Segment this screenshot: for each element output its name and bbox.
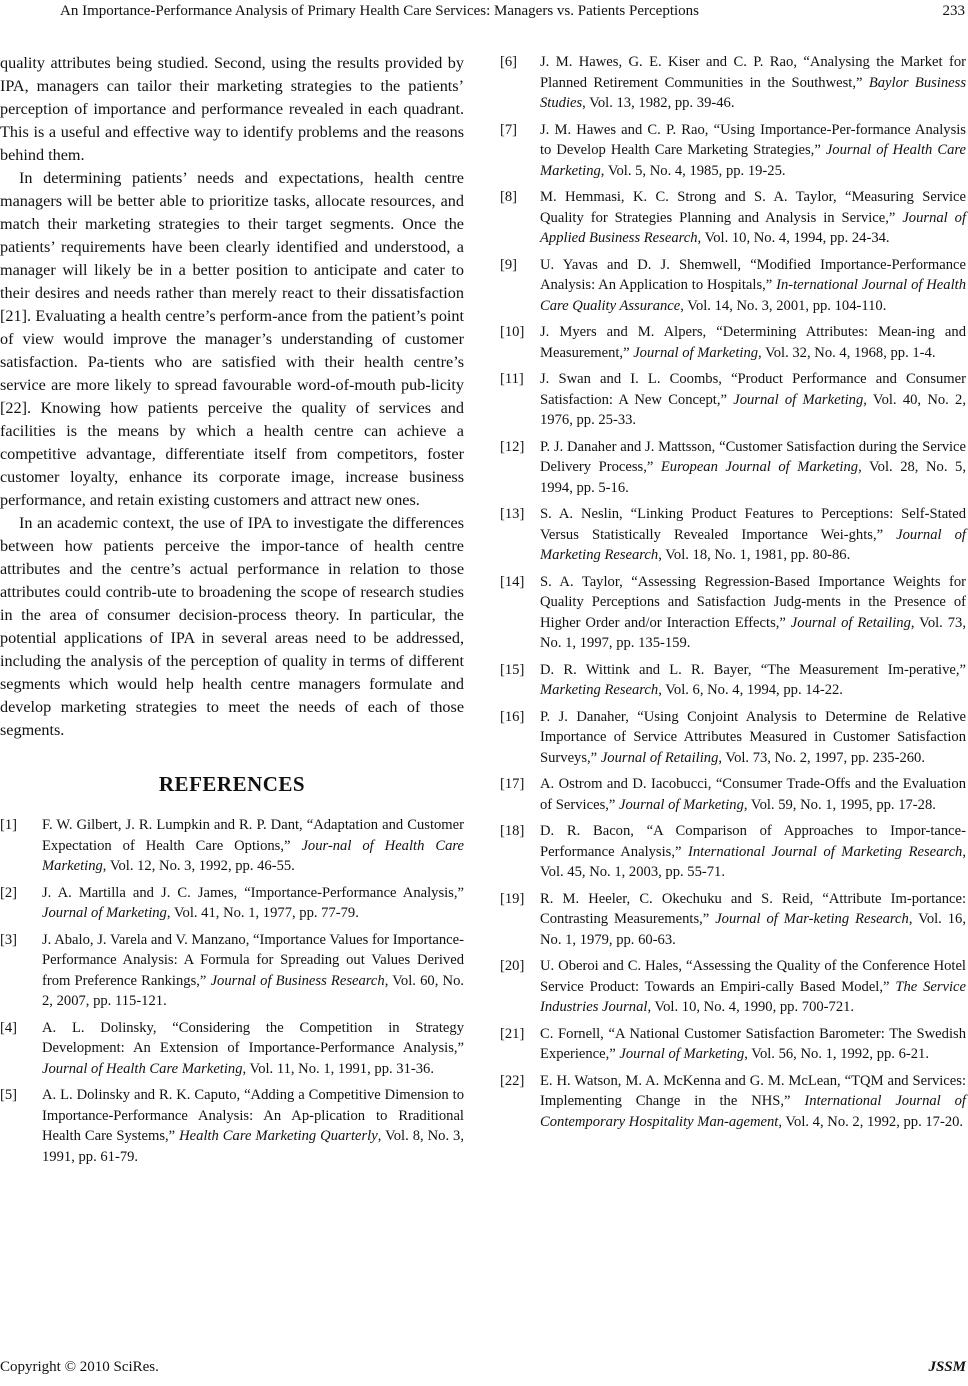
reference-item [500,1024,966,1065]
reference-journal: Jour-nal of Health Care Marketing [42,837,464,874]
reference-journal: Journal of Business Research [210,972,385,989]
reference-item [500,1071,966,1133]
reference-number: [21] [500,1025,525,1042]
reference-journal: European Journal of Marketing [660,459,859,475]
reference-text: A. L. Dolinsky, “Considering the Competition in Strategy Development: An Extension of Importance-Performance Analysis,” [42,1019,464,1056]
reference-details: , Vol. 4, No. 2, 1992, pp. 17-20. [778,1113,964,1130]
reference-text: D. R. Wittink and L. R. Bayer, “The Measurement Im-perative,” [540,661,966,678]
copyright-notice: Copyright © 2010 SciRes. [0,1359,159,1375]
page-number: 233 [942,3,965,19]
reference-text: E. H. Watson, M. A. McKenna and G. M. McLean, “TQM and Services: Implementing Change in the NHS,” [540,1072,966,1109]
reference-number: [7] [500,121,518,138]
reference-details: , Vol. 56, No. 1, 1992, pp. 6-21. [744,1046,929,1062]
reference-item [500,255,966,317]
reference-details: , Vol. 59, No. 1, 1995, pp. 17-28. [743,796,936,813]
reference-item [0,883,464,924]
reference-details: , Vol. 14, No. 3, 2001, pp. 104-110. [680,297,887,314]
reference-details: , Vol. 18, No. 1, 1981, pp. 80-86. [658,547,851,563]
reference-journal: Journal of Retailing [790,614,911,631]
right-column [500,52,966,1138]
reference-text: S. A. Neslin, “Linking Product Features to Perceptions: Self-Stated Versus Statistically Revealed Importance Wei-ghts,” [540,506,966,543]
reference-journal: Journal of Health Care Marketing [42,1060,243,1077]
reference-number: [5] [0,1087,18,1103]
reference-journal: Journal of Marketing [733,391,864,408]
reference-list-left [0,815,464,1167]
reference-text: C. Fornell, “A National Customer Satisfaction Barometer: The Swedish Experience,” [540,1025,966,1062]
reference-text: U. Yavas and D. J. Shemwell, “Modified Importance-Performance Analysis: An Application to Hospitals,” [540,256,966,293]
reference-item [500,774,966,815]
page-footer [0,1356,966,1378]
reference-details: , Vol. 6, No. 4, 1994, pp. 14-22. [658,682,843,698]
reference-details: , Vol. 73, No. 1, 1997, pp. 135-159. [540,614,966,651]
reference-details: , Vol. 41, No. 1, 1977, pp. 77-79. [166,905,359,921]
reference-journal: The Service Industries Journal [540,978,967,1015]
journal-abbreviation: JSSM [928,1359,966,1375]
reference-text: J. Abalo, J. Varela and V. Manzano, “Importance Values for Importance-Performance Analysis: A Formula for Spreading out Values Derived from Preference Rankings,” [42,931,464,989]
reference-item [0,815,464,877]
left-column [0,52,464,1173]
reference-text: P. J. Danaher and J. Mattsson, “Customer Satisfaction during the Service Delivery Process,” [540,438,966,475]
running-title: An Importance-Performance Analysis of Primary Health Care Services: Managers vs. Patients Perceptions [60,3,699,19]
reference-item [0,1085,464,1167]
reference-number: [17] [500,776,525,792]
reference-details: , Vol. 28, No. 5, 1994, pp. 5-16. [540,459,966,496]
reference-details: , Vol. 11, No. 1, 1991, pp. 31-36. [242,1060,434,1077]
reference-item [500,660,966,701]
reference-text: M. Hemmasi, K. C. Strong and S. A. Taylor, “Measuring Service Quality for Strategies Planning and Analysis in Service,” [540,189,966,226]
reference-details: , Vol. 13, 1982, pp. 39-46. [582,95,735,111]
reference-number: [2] [0,884,18,901]
reference-item [500,369,966,431]
reference-number: [1] [0,817,18,833]
reference-journal: Journal of Applied Business Research [540,209,966,246]
reference-journal: Journal of Mar-keting Research [715,911,909,927]
reference-list-right [500,52,966,1132]
reference-journal: Journal of Marketing [633,344,759,361]
reference-item [500,120,966,182]
reference-item [500,52,966,114]
reference-text: J. M. Hawes, G. E. Kiser and C. P. Rao, “Analysing the Market for Planned Retirement Communities in the Southwest,” [540,54,966,91]
reference-text: R. M. Heeler, C. Okechuku and S. Reid, “Attribute Im-portance: Contrasting Measurements,” [540,890,966,927]
reference-item [500,437,966,499]
reference-number: [22] [500,1072,525,1089]
reference-item [500,187,966,249]
reference-item [500,821,966,883]
reference-journal: Marketing Research [540,682,659,698]
reference-journal: Journal of Marketing [42,905,167,921]
reference-number: [15] [500,661,525,678]
reference-number: [3] [0,931,18,948]
reference-number: [12] [500,438,525,455]
reference-number: [11] [500,371,524,387]
reference-journal: Health Care Marketing Quarterly [179,1128,378,1144]
body-paragraph-3: In an academic context, the use of IPA to investigate the differences between how patients perceive the impor-tance of health centre attributes and the centre’s actual performance in relation to those attributes could contrib-ute to broadening the scope of research studies in the area of consumer decision-process theory. In particular, the potential applications of IPA in several areas need to be addressed, including the analysis of the perception of quality in terms of different segments which would help health centre managers formulate and develop marketing strategies to meet the needs of each of those segments. [0,514,464,739]
body-paragraph-1: quality attributes being studied. Second, using the results provided by IPA, managers can tailor their marketing strategies to the patients’ perception of importance and performance revealed in each quadrant. This is a useful and effective way to identify problems and the reasons behind them. [0,54,464,164]
reference-details: , Vol. 40, No. 2, 1976, pp. 25-33. [540,391,967,428]
reference-item [500,504,966,566]
reference-number: [6] [500,54,518,70]
reference-text: P. J. Danaher, “Using Conjoint Analysis to Determine de Relative Importance of Service Attributes Measured in Customer Satisfaction Surveys,” [540,708,966,766]
reference-item [500,889,966,951]
reference-details: , Vol. 5, No. 4, 1985, pp. 19-25. [600,162,786,179]
reference-number: [14] [500,573,525,590]
reference-journal: Journal of Marketing [619,796,744,813]
reference-journal: Journal of Marketing [619,1046,745,1062]
reference-number: [10] [500,324,525,340]
reference-journal: In-ternational Journal of Health Care Quality Assurance [540,277,966,314]
reference-number: [16] [500,708,525,725]
reference-details: , Vol. 12, No. 3, 1992, pp. 46-55. [102,858,295,874]
reference-text: F. W. Gilbert, J. R. Lumpkin and R. P. Dant, “Adaptation and Customer Expectation of Health Care Options,” [42,817,464,854]
reference-number: [8] [500,189,518,205]
reference-item [500,322,966,363]
reference-details: , Vol. 73, No. 2, 1997, pp. 235-260. [718,749,925,766]
reference-text: A. L. Dolinsky and R. K. Caputo, “Adding a Competitive Dimension to Importance-Performance Analysis: An Ap-plication to Rraditional Health Care Systems,” [42,1087,464,1144]
reference-text: S. A. Taylor, “Assessing Regression-Based Importance Weights for Quality Perceptions and Satisfaction Judg-ments in the Presence of Higher Order and/or Interaction Effects,” [540,573,966,631]
reference-text: J. Swan and I. L. Coombs, “Product Performance and Consumer Satisfaction: A New Concept,” [540,371,966,408]
reference-details: , Vol. 60, No. 2, 2007, pp. 115-121. [42,972,465,1009]
reference-number: [9] [500,256,518,273]
reference-item [500,956,966,1018]
body-paragraph-2: In determining patients’ needs and expectations, health centre managers will be better able to prioritize tasks, allocate resources, and match their marketing strategies to their target segments. Once the patients’ requirements have been clearly identified and understood, a manager will likely be in a better position to anticipate and cater to their desires and needs rather than merely react to their dissatisfaction [21]. Evaluating a health centre’s perform-ance from the patient’s point of view would improve the manager’s understanding of customer satisfaction. Pa-tients who are satisfied with their health centre’s service are more likely to spread favourable word-of-mouth pub-licity [22]. Knowing how patients perceive the quality of services and facilities is the means by which a health centre can achieve a competitive advantage, differentiate itself from competitors, foster customer loyalty, enhance its corporate image, increase business performance, and retain existing customers and attract new ones. [0,169,464,509]
reference-number: [13] [500,506,525,522]
reference-details: , Vol. 45, No. 1, 2003, pp. 55-71. [540,843,966,880]
reference-details: , Vol. 16, No. 1, 1979, pp. 60-63. [540,911,966,948]
reference-item [0,1018,464,1080]
reference-item [500,572,966,654]
reference-text: A. Ostrom and D. Iacobucci, “Consumer Trade-Offs and the Evaluation of Services,” [540,776,966,813]
reference-item [0,930,464,1012]
reference-details: , Vol. 10, No. 4, 1990, pp. 700-721. [647,999,855,1015]
references-heading: REFERENCES [158,772,306,796]
reference-number: [4] [0,1019,18,1036]
reference-text: J. A. Martilla and J. C. James, “Importance-Performance Analysis,” [42,884,464,901]
reference-journal: International Journal of Marketing Research [687,843,963,860]
reference-text: D. R. Bacon, “A Comparison of Approaches to Impor-tance-Performance Analysis,” [540,823,966,860]
reference-number: [19] [500,890,525,907]
reference-details: , Vol. 8, No. 3, 1991, pp. 61-79. [42,1128,464,1165]
reference-text: J. Myers and M. Alpers, “Determining Attributes: Mean-ing and Measurement,” [540,324,966,361]
reference-text: J. M. Hawes and C. P. Rao, “Using Importance-Per-formance Analysis to Develop Health Care Marketing Strategies,” [540,121,966,158]
reference-journal: Journal of Marketing Research [540,526,966,563]
reference-details: , Vol. 10, No. 4, 1994, pp. 24-34. [697,230,890,246]
reference-text: U. Oberoi and C. Hales, “Assessing the Quality of the Conference Hotel Service Product: Towards an Empiri-cally Based Model,” [540,958,966,995]
reference-details: , Vol. 32, No. 4, 1968, pp. 1-4. [758,344,936,361]
reference-number: [18] [500,823,525,839]
reference-journal: International Journal of Contemporary Hospitality Man-agement [540,1093,966,1130]
running-header [60,0,965,22]
reference-number: [20] [500,958,525,974]
reference-journal: Journal of Health Care Marketing [540,142,966,179]
reference-item [500,707,966,769]
reference-journal: Journal of Retailing [600,749,719,766]
reference-journal: Baylor Business Studies [540,74,966,111]
